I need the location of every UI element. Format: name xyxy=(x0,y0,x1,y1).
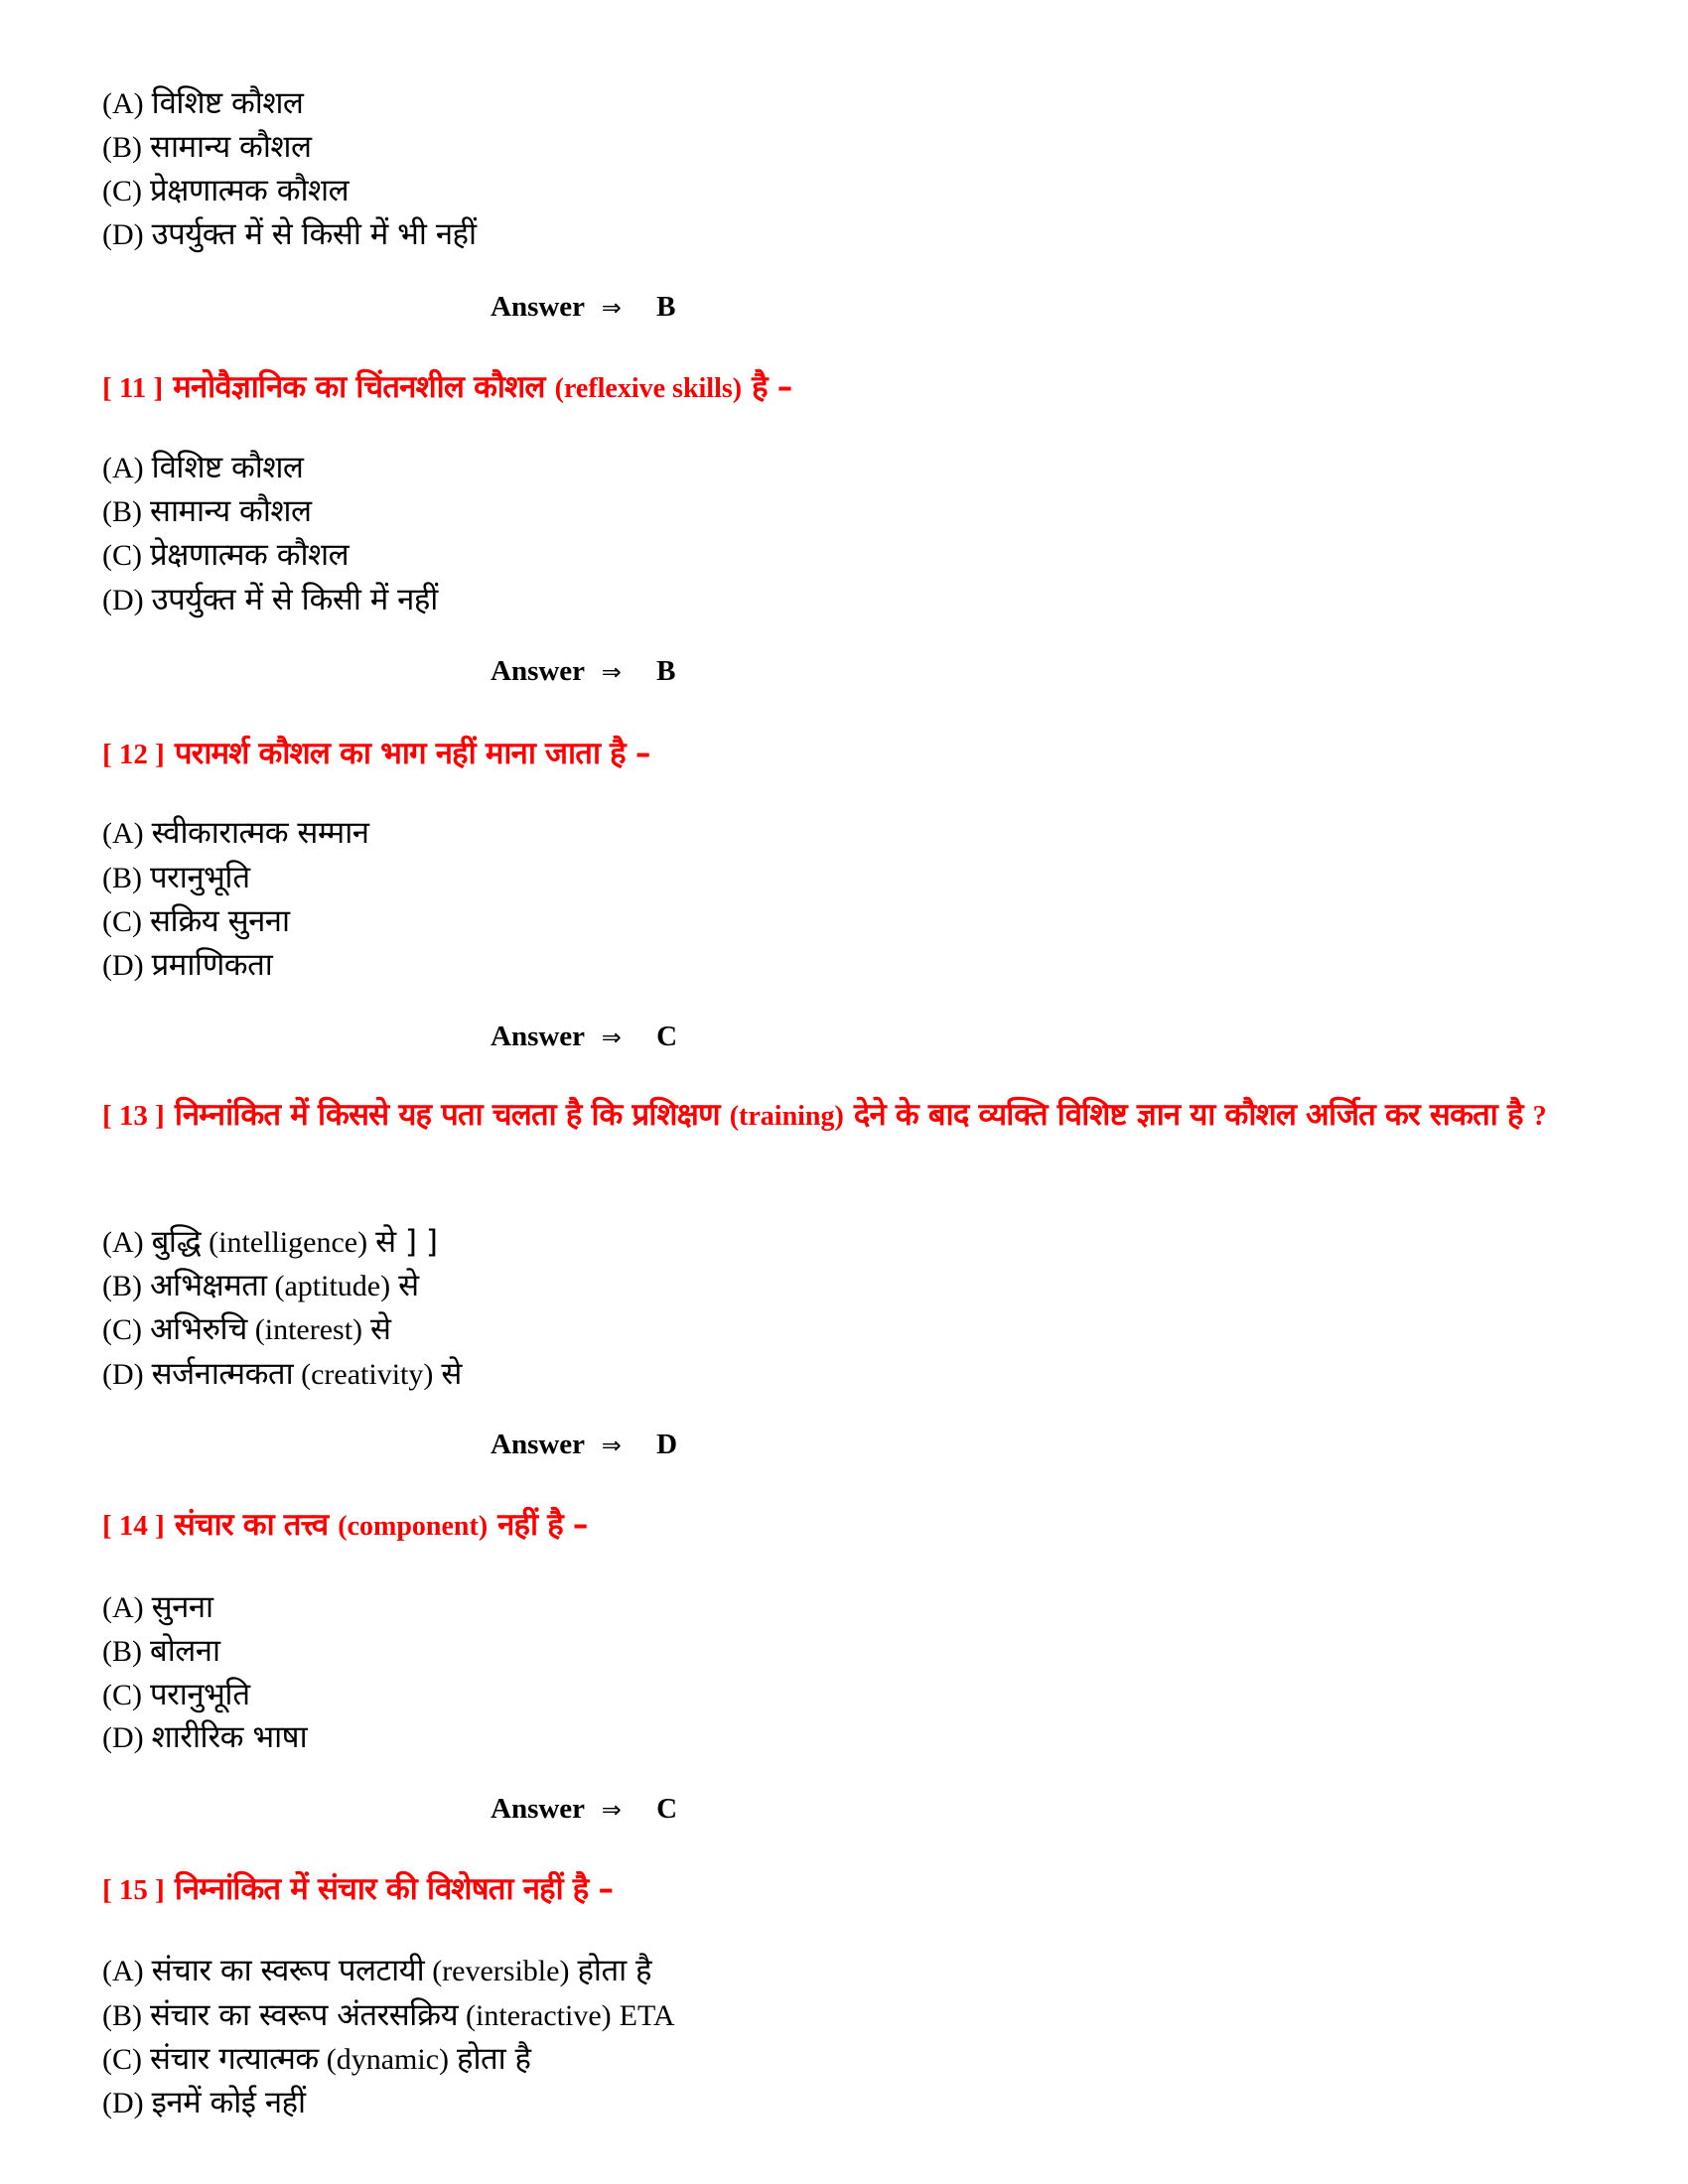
double-arrow-icon: ⇒ xyxy=(601,1024,622,1051)
option-english-term: (interactive) xyxy=(466,1999,612,2032)
answer-label: Answer xyxy=(491,1429,585,1460)
q10-option-b xyxy=(102,124,311,170)
option-label: (B) xyxy=(102,1270,142,1302)
question-text: निम्नांकित में संचार की विशेषता नहीं है – xyxy=(174,1871,614,1907)
answer-label: Answer xyxy=(491,1793,585,1825)
question-number: [ 11 ] xyxy=(102,372,164,404)
option-label: (D) xyxy=(102,1358,144,1391)
q15-option-c xyxy=(102,2036,531,2082)
option-english-term: (interest) xyxy=(254,1313,363,1346)
q13-answer xyxy=(491,1425,677,1465)
q14-question-title xyxy=(102,1503,588,1549)
option-tail: से xyxy=(398,1268,419,1303)
q15-option-d xyxy=(102,2080,306,2125)
question-text-part-2: देने के बाद व्यक्ति विशिष्ट ज्ञान या कौशल अर्जित कर सकता है xyxy=(853,1097,1523,1133)
question-number: [ 15 ] xyxy=(102,1874,165,1906)
option-text: विशिष्ट कौशल xyxy=(151,450,304,485)
option-text: अभिक्षमता xyxy=(150,1268,267,1303)
option-label: (D) xyxy=(102,1721,144,1754)
q13-question-title xyxy=(102,1093,1562,1139)
q13-option-a xyxy=(102,1219,437,1265)
answer-letter: B xyxy=(656,655,676,687)
option-text: सुनना xyxy=(151,1589,213,1625)
q11-option-d xyxy=(102,577,438,622)
option-text: परानुभूति xyxy=(150,1677,250,1712)
option-label: (C) xyxy=(102,539,142,572)
option-tail: होता है xyxy=(577,1953,651,1988)
answer-letter: C xyxy=(656,1021,678,1052)
question-text: परामर्श कौशल का भाग नहीं माना जाता है – xyxy=(174,736,650,771)
double-arrow-icon: ⇒ xyxy=(601,658,622,686)
question-number: [ 12 ] xyxy=(102,739,165,770)
q11-question-title xyxy=(102,365,791,411)
option-text: सामान्य कौशल xyxy=(150,129,312,165)
option-label: (A) xyxy=(102,87,144,120)
option-tail: होता है xyxy=(457,2041,531,2077)
option-label: (A) xyxy=(102,817,144,850)
q14-option-b xyxy=(102,1628,219,1674)
q15-question-title xyxy=(102,1867,613,1913)
option-label: (C) xyxy=(102,175,142,207)
option-label: (D) xyxy=(102,949,144,982)
option-text: उपर्युक्त में से किसी में भी नहीं xyxy=(151,216,477,252)
option-tail: से xyxy=(370,1311,391,1347)
double-arrow-icon: ⇒ xyxy=(601,1796,622,1824)
q13-option-c xyxy=(102,1306,391,1352)
option-tail: ETA xyxy=(619,1999,675,2032)
option-label: (A) xyxy=(102,1226,144,1259)
option-text: संचार गत्यात्मक xyxy=(150,2041,319,2077)
option-label: (B) xyxy=(102,1999,142,2032)
option-english-term: (creativity) xyxy=(301,1358,434,1391)
question-tail: है – xyxy=(752,369,792,405)
q12-option-a xyxy=(102,810,368,856)
double-arrow-icon: ⇒ xyxy=(601,1432,622,1459)
option-english-term: (aptitude) xyxy=(274,1270,391,1302)
q11-option-a xyxy=(102,445,303,490)
option-text: इनमें कोई नहीं xyxy=(151,2085,306,2120)
q13-option-d xyxy=(102,1351,462,1397)
option-english-term: (dynamic) xyxy=(326,2043,449,2076)
q15-option-a xyxy=(102,1948,651,1993)
option-label: (C) xyxy=(102,2043,142,2076)
question-text-part-1: निम्नांकित में किससे यह पता चलता है कि प्रशिक्षण xyxy=(174,1097,720,1133)
option-label: (D) xyxy=(102,584,144,616)
option-text: संचार का स्वरूप पलटायी xyxy=(151,1953,425,1988)
option-text: प्रमाणिकता xyxy=(151,947,273,983)
double-arrow-icon: ⇒ xyxy=(601,294,622,322)
option-text: बुद्धि xyxy=(151,1224,202,1260)
option-label: (B) xyxy=(102,1635,142,1668)
option-label: (B) xyxy=(102,495,142,528)
q12-option-b xyxy=(102,855,250,900)
q12-option-c xyxy=(102,898,290,944)
answer-label: Answer xyxy=(491,655,585,687)
q10-answer xyxy=(491,287,675,328)
question-text: संचार का तत्त्व xyxy=(174,1507,329,1543)
q12-answer xyxy=(491,1017,677,1057)
answer-label: Answer xyxy=(491,291,585,323)
q12-option-d xyxy=(102,942,272,988)
option-text: अभिरुचि xyxy=(150,1311,247,1347)
option-text: उपर्युक्त में से किसी में नहीं xyxy=(151,582,438,617)
option-tail: से ] ] xyxy=(375,1224,438,1260)
question-number: [ 14 ] xyxy=(102,1510,165,1542)
option-label: (A) xyxy=(102,1955,144,1987)
option-label: (D) xyxy=(102,2087,144,2119)
q15-option-b xyxy=(102,1992,675,2038)
q12-question-title xyxy=(102,732,650,777)
q13-option-b xyxy=(102,1263,419,1308)
q11-answer xyxy=(491,651,675,692)
answer-letter: B xyxy=(656,291,676,323)
option-label: (A) xyxy=(102,1591,144,1624)
option-label: (C) xyxy=(102,1313,142,1346)
question-number: [ 13 ] xyxy=(102,1100,165,1132)
question-english-term: (component) xyxy=(338,1511,489,1542)
q10-option-a xyxy=(102,80,303,126)
option-text: प्रेक्षणात्मक कौशल xyxy=(150,537,350,573)
option-text: सक्रिय सुनना xyxy=(150,903,290,939)
q14-option-d xyxy=(102,1714,307,1760)
question-english-term: (training) xyxy=(729,1101,844,1132)
option-label: (A) xyxy=(102,452,144,484)
answer-letter: D xyxy=(656,1429,678,1460)
question-tail: ? xyxy=(1532,1101,1547,1132)
q10-option-d xyxy=(102,211,477,257)
option-text: परानुभूति xyxy=(150,860,250,895)
option-english-term: (intelligence) xyxy=(209,1226,368,1259)
option-text: विशिष्ट कौशल xyxy=(151,85,304,121)
option-text: संचार का स्वरूप अंतरसक्रिय xyxy=(150,1997,459,2033)
q14-option-a xyxy=(102,1584,213,1630)
option-label: (C) xyxy=(102,905,142,938)
option-text: स्वीकारात्मक सम्मान xyxy=(151,815,369,851)
q11-option-c xyxy=(102,532,349,578)
option-label: (D) xyxy=(102,218,144,251)
option-label: (B) xyxy=(102,862,142,894)
option-text: सामान्य कौशल xyxy=(150,493,312,529)
answer-letter: C xyxy=(656,1793,678,1825)
q14-answer xyxy=(491,1789,677,1830)
q10-option-c xyxy=(102,168,349,213)
q14-option-c xyxy=(102,1672,250,1717)
option-text: सर्जनात्मकता xyxy=(151,1356,294,1392)
option-tail: से xyxy=(441,1356,462,1392)
option-label: (C) xyxy=(102,1679,142,1711)
option-text: प्रेक्षणात्मक कौशल xyxy=(150,173,350,208)
answer-label: Answer xyxy=(491,1021,585,1052)
option-english-term: (reversible) xyxy=(432,1955,570,1987)
q11-option-b xyxy=(102,488,311,534)
question-text: मनोवैज्ञानिक का चिंतनशील कौशल xyxy=(173,369,545,405)
option-label: (B) xyxy=(102,131,142,164)
question-tail: नहीं है – xyxy=(497,1507,588,1543)
option-text: शारीरिक भाषा xyxy=(151,1719,308,1755)
question-english-term: (reflexive skills) xyxy=(554,373,743,404)
option-text: बोलना xyxy=(150,1633,220,1669)
